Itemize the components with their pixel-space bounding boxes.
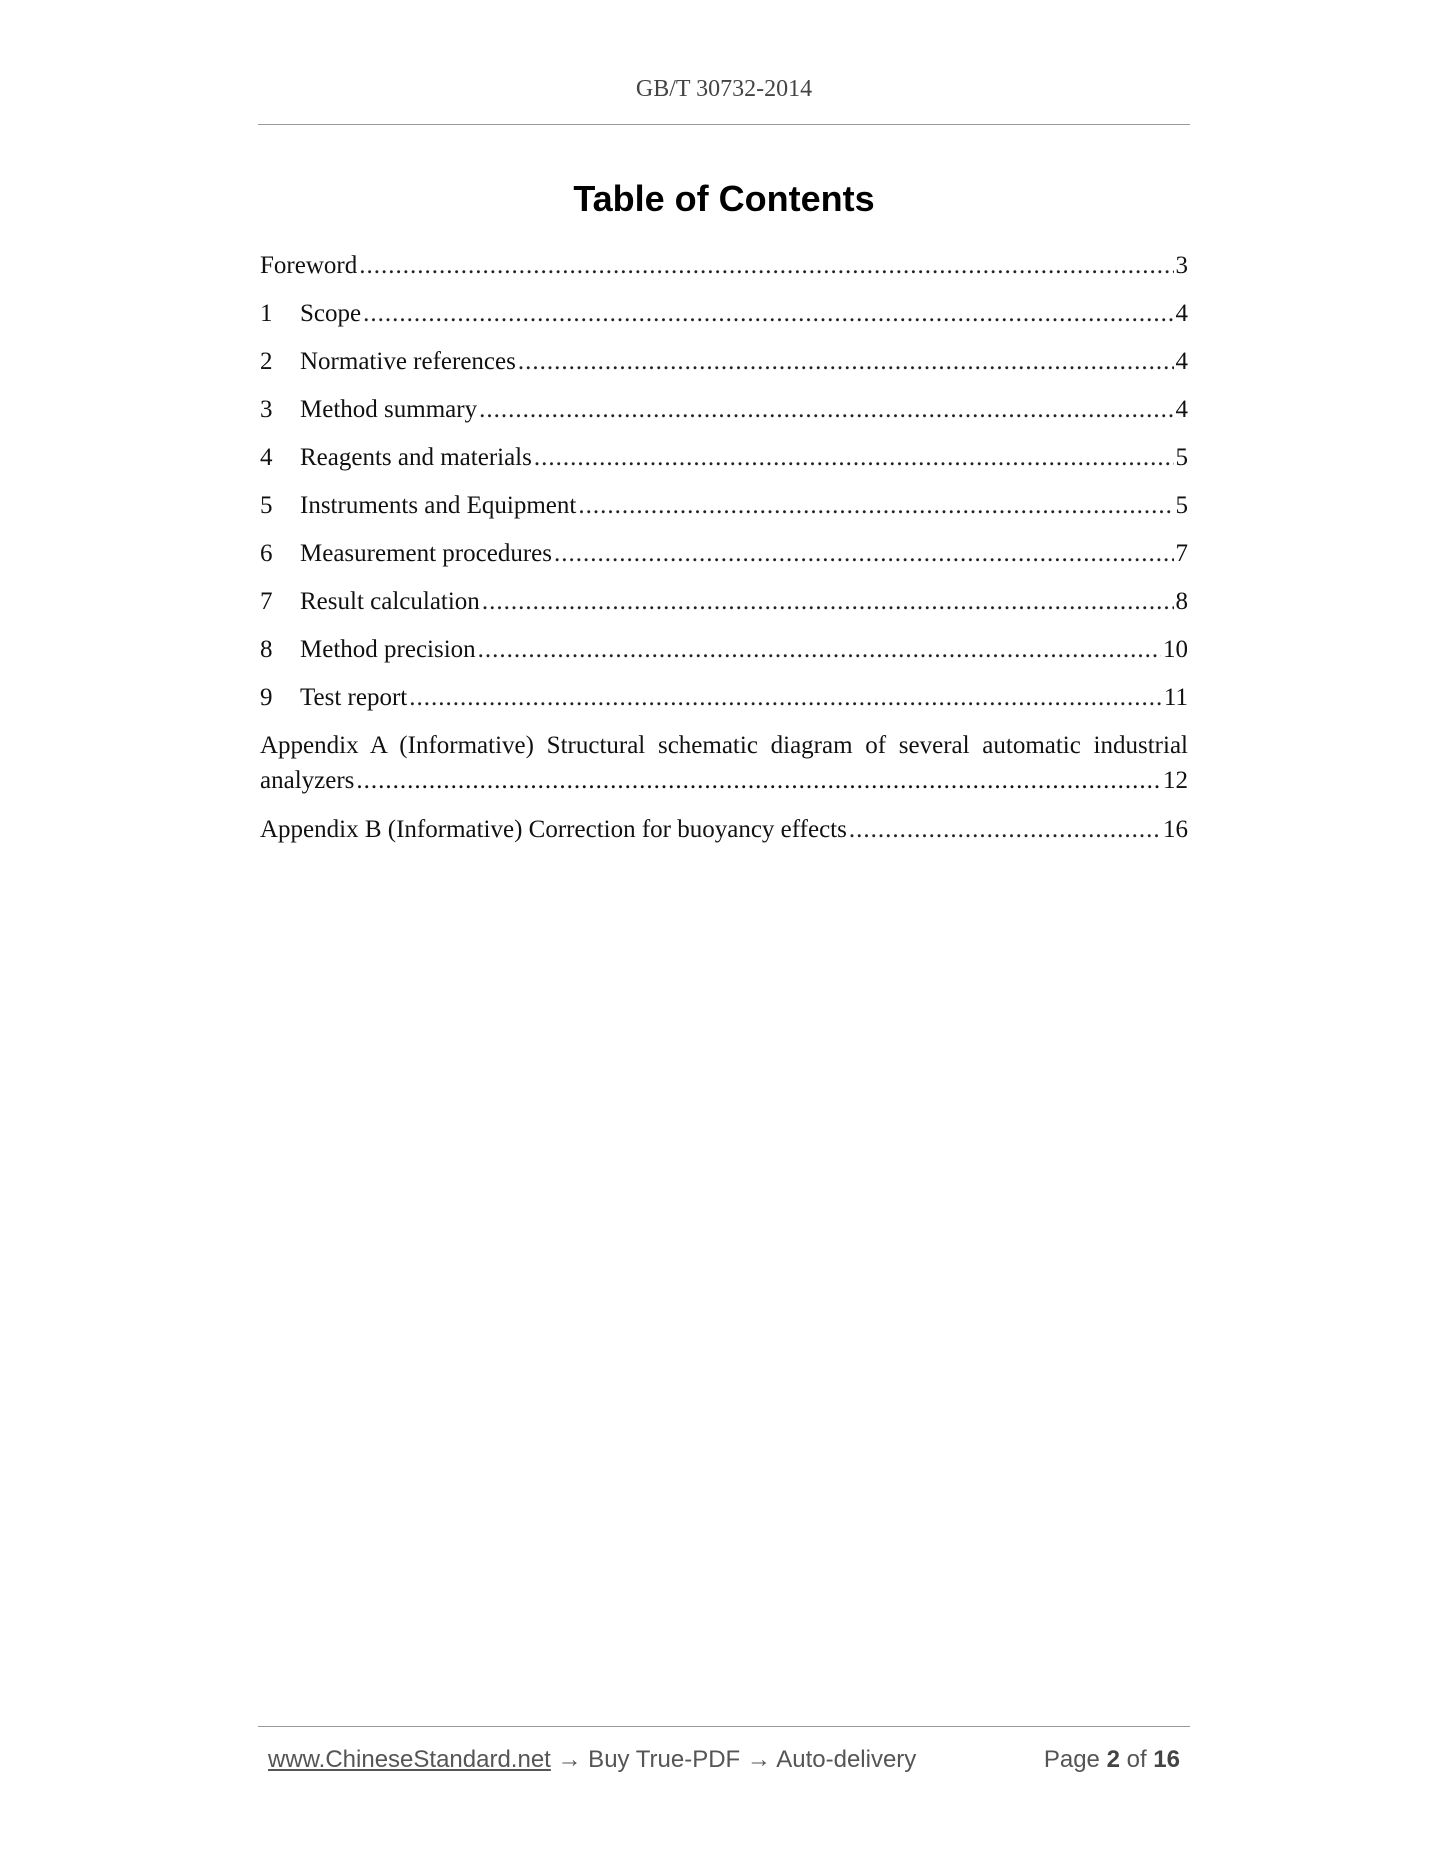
toc-entry-number: 1 <box>260 300 273 327</box>
table-of-contents <box>260 248 1188 860</box>
toc-entry-number: 7 <box>260 588 273 615</box>
toc-entry-page: 8 <box>1175 588 1188 615</box>
toc-entry-page: 3 <box>1175 252 1188 279</box>
toc-entry-page: 4 <box>1175 300 1188 327</box>
toc-entry-foreword[interactable] <box>260 248 1188 296</box>
toc-entry-number: 6 <box>260 540 273 567</box>
toc-entry-number: 8 <box>260 636 273 663</box>
toc-entry-label: Method precision <box>300 636 476 663</box>
toc-entry-result-calculation[interactable] <box>260 584 1188 632</box>
toc-entry-page: 16 <box>1163 816 1188 843</box>
dot-leader <box>409 680 1162 716</box>
page-footer <box>268 1746 1180 1774</box>
toc-entry-page: 7 <box>1175 540 1188 567</box>
toc-entry-number: 3 <box>260 396 273 423</box>
header-divider <box>258 124 1190 125</box>
toc-entry-test-report[interactable] <box>260 680 1188 728</box>
toc-entry-number: 9 <box>260 684 273 711</box>
footer-promo <box>268 1746 916 1774</box>
toc-entry-page: 5 <box>1175 444 1188 471</box>
toc-entry-number: 2 <box>260 348 273 375</box>
toc-entry-label: Appendix B (Informative) Correction for buoyancy effects <box>260 816 847 843</box>
dot-leader <box>479 392 1173 428</box>
toc-entry-number: 4 <box>260 444 273 471</box>
toc-entry-normative-references[interactable] <box>260 344 1188 392</box>
dot-leader <box>534 440 1174 476</box>
toc-entry-label: Instruments and Equipment <box>300 492 577 519</box>
toc-entry-page: 11 <box>1163 684 1188 711</box>
footer-divider <box>258 1726 1190 1727</box>
toc-entry-page: 4 <box>1175 348 1188 375</box>
dot-leader <box>554 536 1174 572</box>
page-title: Table of Contents <box>573 178 875 219</box>
toc-entry-reagents[interactable] <box>260 440 1188 488</box>
dot-leader <box>518 344 1174 380</box>
toc-entry-label: Foreword <box>260 252 358 279</box>
toc-entry-label: Result calculation <box>300 588 480 615</box>
toc-entry-instruments[interactable] <box>260 488 1188 536</box>
toc-entry-label: Test report <box>300 684 408 711</box>
dot-leader <box>478 632 1161 668</box>
toc-entry-label: Measurement procedures <box>300 540 552 567</box>
toc-entry-method-precision[interactable] <box>260 632 1188 680</box>
toc-entry-page: 5 <box>1175 492 1188 519</box>
toc-entry-label: Reagents and materials <box>300 444 532 471</box>
current-page-number: 2 <box>1106 1746 1120 1773</box>
total-pages: 16 <box>1153 1746 1180 1773</box>
toc-entry-number: 5 <box>260 492 273 519</box>
toc-entry-label: Scope <box>300 300 362 327</box>
page-word: Page <box>1043 1746 1100 1773</box>
dot-leader <box>356 764 1161 798</box>
dot-leader <box>359 248 1173 284</box>
toc-entry-appendix-a[interactable] <box>260 728 1188 812</box>
dot-leader <box>482 584 1174 620</box>
toc-entry-label-continued: analyzers <box>260 767 355 794</box>
toc-entry-measurement-procedures[interactable] <box>260 536 1188 584</box>
toc-entry-label: Normative references <box>300 348 516 375</box>
toc-entry-label: Method summary <box>300 396 478 423</box>
of-word: of <box>1126 1746 1147 1773</box>
dot-leader <box>363 296 1173 332</box>
toc-entry-page: 10 <box>1163 636 1188 663</box>
chinesestandard-link[interactable]: www.ChineseStandard.net <box>268 1746 551 1773</box>
toc-entry-appendix-b[interactable] <box>260 812 1188 860</box>
page-indicator <box>1044 1746 1180 1774</box>
dot-leader <box>578 488 1173 524</box>
toc-entry-label: Appendix A (Informative) Structural schematic diagram of several automatic industrial <box>260 732 1188 759</box>
dot-leader <box>849 812 1161 848</box>
toc-entry-method-summary[interactable] <box>260 392 1188 440</box>
toc-entry-scope[interactable] <box>260 296 1188 344</box>
footer-promo-text: → Buy True-PDF → Auto-delivery <box>550 1746 917 1773</box>
toc-entry-page: 4 <box>1175 396 1188 423</box>
toc-entry-page: 12 <box>1163 767 1188 794</box>
running-header: GB/T 30732-2014 <box>635 76 813 102</box>
